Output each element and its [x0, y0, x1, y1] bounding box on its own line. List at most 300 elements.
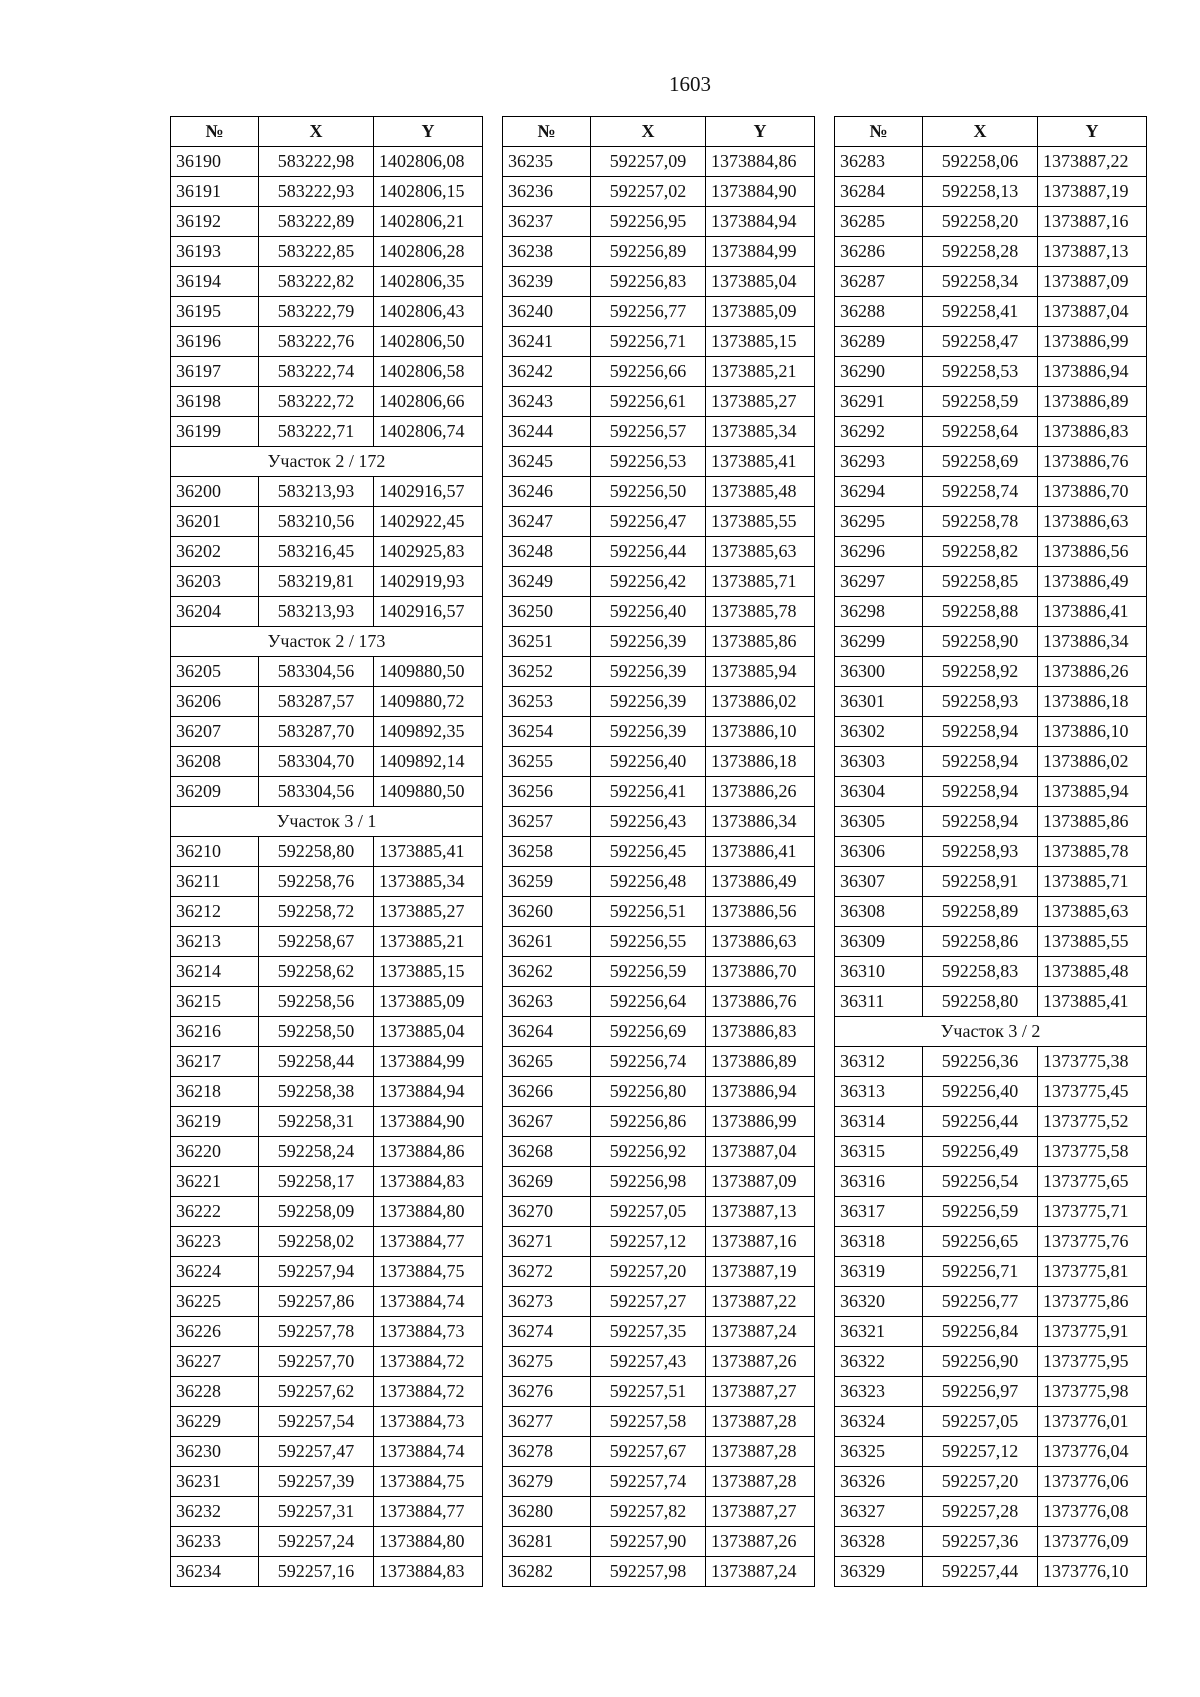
y-coordinate-cell: 1373885,34 — [706, 417, 815, 447]
y-coordinate-cell: 1373885,63 — [706, 537, 815, 567]
y-coordinate-cell: 1373885,71 — [1038, 867, 1147, 897]
table-row — [835, 357, 1147, 387]
y-coordinate-cell: 1373775,98 — [1038, 1377, 1147, 1407]
x-coordinate-cell: 592258,09 — [259, 1197, 374, 1227]
table-row — [171, 957, 483, 987]
y-coordinate-cell: 1373886,49 — [706, 867, 815, 897]
y-coordinate-cell: 1373884,73 — [374, 1407, 483, 1437]
table-row — [503, 1527, 815, 1557]
y-coordinate-cell: 1373886,18 — [1038, 687, 1147, 717]
y-coordinate-cell: 1373885,78 — [706, 597, 815, 627]
x-coordinate-cell: 592256,77 — [923, 1287, 1038, 1317]
x-coordinate-cell: 592257,12 — [591, 1227, 706, 1257]
point-number-cell: 36227 — [171, 1347, 259, 1377]
table-row — [503, 1467, 815, 1497]
x-coordinate-cell: 592258,28 — [923, 237, 1038, 267]
point-number-cell: 36247 — [503, 507, 591, 537]
x-coordinate-cell: 592258,64 — [923, 417, 1038, 447]
point-number-cell: 36242 — [503, 357, 591, 387]
point-number-cell: 36295 — [835, 507, 923, 537]
table-row — [171, 1377, 483, 1407]
table-row — [171, 1317, 483, 1347]
y-coordinate-cell: 1373885,86 — [1038, 807, 1147, 837]
y-coordinate-cell: 1409892,35 — [374, 717, 483, 747]
table-row — [503, 1227, 815, 1257]
section-title: Участок 2 / 172 — [171, 447, 483, 477]
x-coordinate-cell: 592256,74 — [591, 1047, 706, 1077]
y-coordinate-cell: 1373887,19 — [1038, 177, 1147, 207]
x-coordinate-cell: 592256,53 — [591, 447, 706, 477]
x-coordinate-cell: 592256,71 — [591, 327, 706, 357]
table-row — [171, 327, 483, 357]
x-coordinate-cell: 592257,44 — [923, 1557, 1038, 1587]
y-coordinate-cell: 1373886,41 — [1038, 597, 1147, 627]
table-row — [503, 447, 815, 477]
y-coordinate-cell: 1373884,94 — [706, 207, 815, 237]
point-number-cell: 36264 — [503, 1017, 591, 1047]
y-coordinate-cell: 1373884,73 — [374, 1317, 483, 1347]
x-coordinate-cell: 592256,84 — [923, 1317, 1038, 1347]
point-number-cell: 36191 — [171, 177, 259, 207]
table-row — [503, 1497, 815, 1527]
point-number-cell: 36299 — [835, 627, 923, 657]
y-coordinate-cell: 1373885,15 — [374, 957, 483, 987]
point-number-cell: 36325 — [835, 1437, 923, 1467]
x-coordinate-cell: 592257,20 — [923, 1467, 1038, 1497]
table-row — [171, 1197, 483, 1227]
table-row — [171, 1017, 483, 1047]
y-coordinate-cell: 1373885,71 — [706, 567, 815, 597]
x-coordinate-cell: 592258,80 — [923, 987, 1038, 1017]
table-row — [171, 747, 483, 777]
table-row — [835, 237, 1147, 267]
y-coordinate-cell: 1373886,10 — [1038, 717, 1147, 747]
point-number-cell: 36251 — [503, 627, 591, 657]
table-row — [503, 1437, 815, 1467]
y-coordinate-cell: 1373775,81 — [1038, 1257, 1147, 1287]
table-row — [171, 1347, 483, 1377]
table-row — [503, 957, 815, 987]
table-row — [503, 1107, 815, 1137]
table-row — [503, 747, 815, 777]
point-number-cell: 36202 — [171, 537, 259, 567]
x-coordinate-cell: 592258,94 — [923, 777, 1038, 807]
table-row — [171, 537, 483, 567]
table-row — [171, 1497, 483, 1527]
table-row — [171, 297, 483, 327]
point-number-cell: 36265 — [503, 1047, 591, 1077]
x-coordinate-cell: 583213,93 — [259, 477, 374, 507]
x-coordinate-cell: 592258,69 — [923, 447, 1038, 477]
x-coordinate-cell: 592258,59 — [923, 387, 1038, 417]
table-row — [503, 1557, 815, 1587]
section-row — [171, 807, 483, 837]
table-row — [503, 237, 815, 267]
table-row — [835, 1407, 1147, 1437]
point-number-cell: 36277 — [503, 1407, 591, 1437]
x-coordinate-cell: 592258,88 — [923, 597, 1038, 627]
x-coordinate-cell: 592257,86 — [259, 1287, 374, 1317]
x-coordinate-cell: 592256,90 — [923, 1347, 1038, 1377]
y-coordinate-cell: 1373886,10 — [706, 717, 815, 747]
point-number-cell: 36231 — [171, 1467, 259, 1497]
x-coordinate-cell: 592257,28 — [923, 1497, 1038, 1527]
point-number-cell: 36208 — [171, 747, 259, 777]
y-coordinate-cell: 1373885,55 — [1038, 927, 1147, 957]
y-coordinate-cell: 1402922,45 — [374, 507, 483, 537]
x-coordinate-cell: 592256,41 — [591, 777, 706, 807]
point-number-cell: 36248 — [503, 537, 591, 567]
table-row — [171, 147, 483, 177]
table-row — [835, 567, 1147, 597]
point-number-cell: 36310 — [835, 957, 923, 987]
x-coordinate-cell: 583222,79 — [259, 297, 374, 327]
y-coordinate-cell: 1373776,10 — [1038, 1557, 1147, 1587]
y-coordinate-cell: 1373884,75 — [374, 1467, 483, 1497]
x-coordinate-cell: 583222,89 — [259, 207, 374, 237]
point-number-cell: 36197 — [171, 357, 259, 387]
table-row — [503, 507, 815, 537]
point-number-cell: 36252 — [503, 657, 591, 687]
y-coordinate-cell: 1373885,86 — [706, 627, 815, 657]
y-coordinate-cell: 1373887,04 — [706, 1137, 815, 1167]
point-number-cell: 36289 — [835, 327, 923, 357]
y-coordinate-cell: 1373775,95 — [1038, 1347, 1147, 1377]
x-coordinate-cell: 592258,83 — [923, 957, 1038, 987]
point-number-cell: 36214 — [171, 957, 259, 987]
point-number-cell: 36300 — [835, 657, 923, 687]
point-number-cell: 36263 — [503, 987, 591, 1017]
y-coordinate-cell: 1373885,48 — [1038, 957, 1147, 987]
y-coordinate-cell: 1373887,28 — [706, 1437, 815, 1467]
y-coordinate-cell: 1373886,02 — [706, 687, 815, 717]
point-number-cell: 36270 — [503, 1197, 591, 1227]
y-coordinate-cell: 1402806,74 — [374, 417, 483, 447]
y-coordinate-cell: 1373886,63 — [1038, 507, 1147, 537]
y-coordinate-cell: 1373775,38 — [1038, 1047, 1147, 1077]
table-row — [503, 1137, 815, 1167]
y-coordinate-cell: 1373775,58 — [1038, 1137, 1147, 1167]
point-number-cell: 36316 — [835, 1167, 923, 1197]
y-coordinate-cell: 1373886,18 — [706, 747, 815, 777]
y-coordinate-cell: 1373886,26 — [1038, 657, 1147, 687]
y-coordinate-cell: 1373885,41 — [1038, 987, 1147, 1017]
point-number-cell: 36229 — [171, 1407, 259, 1437]
y-coordinate-cell: 1409880,50 — [374, 657, 483, 687]
point-number-cell: 36291 — [835, 387, 923, 417]
point-number-cell: 36239 — [503, 267, 591, 297]
point-number-cell: 36281 — [503, 1527, 591, 1557]
point-number-cell: 36190 — [171, 147, 259, 177]
point-number-cell: 36303 — [835, 747, 923, 777]
header-number: № — [171, 117, 259, 147]
table-row — [171, 1287, 483, 1317]
point-number-cell: 36211 — [171, 867, 259, 897]
x-coordinate-cell: 592258,78 — [923, 507, 1038, 537]
x-coordinate-cell: 583210,56 — [259, 507, 374, 537]
x-coordinate-cell: 592257,35 — [591, 1317, 706, 1347]
point-number-cell: 36225 — [171, 1287, 259, 1317]
section-row — [171, 627, 483, 657]
table-row — [503, 777, 815, 807]
table-row — [835, 1347, 1147, 1377]
y-coordinate-cell: 1373886,56 — [706, 897, 815, 927]
point-number-cell: 36250 — [503, 597, 591, 627]
x-coordinate-cell: 592258,93 — [923, 687, 1038, 717]
x-coordinate-cell: 592258,62 — [259, 957, 374, 987]
x-coordinate-cell: 592257,98 — [591, 1557, 706, 1587]
point-number-cell: 36294 — [835, 477, 923, 507]
point-number-cell: 36217 — [171, 1047, 259, 1077]
y-coordinate-cell: 1373884,90 — [706, 177, 815, 207]
table-row — [835, 417, 1147, 447]
x-coordinate-cell: 592256,98 — [591, 1167, 706, 1197]
y-coordinate-cell: 1373884,99 — [706, 237, 815, 267]
table-row — [171, 1167, 483, 1197]
point-number-cell: 36284 — [835, 177, 923, 207]
table-row — [503, 1047, 815, 1077]
point-number-cell: 36311 — [835, 987, 923, 1017]
point-number-cell: 36224 — [171, 1257, 259, 1287]
x-coordinate-cell: 592258,76 — [259, 867, 374, 897]
point-number-cell: 36320 — [835, 1287, 923, 1317]
y-coordinate-cell: 1373884,86 — [706, 147, 815, 177]
x-coordinate-cell: 592258,17 — [259, 1167, 374, 1197]
x-coordinate-cell: 592258,13 — [923, 177, 1038, 207]
y-coordinate-cell: 1373887,26 — [706, 1527, 815, 1557]
x-coordinate-cell: 592258,44 — [259, 1047, 374, 1077]
y-coordinate-cell: 1409892,14 — [374, 747, 483, 777]
point-number-cell: 36312 — [835, 1047, 923, 1077]
x-coordinate-cell: 592258,90 — [923, 627, 1038, 657]
table-row — [835, 1287, 1147, 1317]
y-coordinate-cell: 1373885,21 — [374, 927, 483, 957]
y-coordinate-cell: 1373776,01 — [1038, 1407, 1147, 1437]
table-row — [503, 627, 815, 657]
table-row — [171, 717, 483, 747]
y-coordinate-cell: 1373884,80 — [374, 1527, 483, 1557]
y-coordinate-cell: 1373776,06 — [1038, 1467, 1147, 1497]
y-coordinate-cell: 1373885,78 — [1038, 837, 1147, 867]
table-row — [835, 1257, 1147, 1287]
table-row — [835, 777, 1147, 807]
y-coordinate-cell: 1373884,72 — [374, 1377, 483, 1407]
table-row — [835, 1077, 1147, 1107]
x-coordinate-cell: 592257,43 — [591, 1347, 706, 1377]
y-coordinate-cell: 1373886,99 — [1038, 327, 1147, 357]
point-number-cell: 36308 — [835, 897, 923, 927]
y-coordinate-cell: 1409880,72 — [374, 687, 483, 717]
point-number-cell: 36286 — [835, 237, 923, 267]
y-coordinate-cell: 1402806,21 — [374, 207, 483, 237]
point-number-cell: 36271 — [503, 1227, 591, 1257]
x-coordinate-cell: 592256,83 — [591, 267, 706, 297]
x-coordinate-cell: 592256,97 — [923, 1377, 1038, 1407]
point-number-cell: 36213 — [171, 927, 259, 957]
point-number-cell: 36193 — [171, 237, 259, 267]
x-coordinate-cell: 592258,72 — [259, 897, 374, 927]
x-coordinate-cell: 592258,06 — [923, 147, 1038, 177]
table-row — [171, 867, 483, 897]
y-coordinate-cell: 1373885,27 — [706, 387, 815, 417]
y-coordinate-cell: 1373886,34 — [706, 807, 815, 837]
table-row — [835, 507, 1147, 537]
point-number-cell: 36249 — [503, 567, 591, 597]
table-row — [835, 537, 1147, 567]
point-number-cell: 36261 — [503, 927, 591, 957]
y-coordinate-cell: 1373775,65 — [1038, 1167, 1147, 1197]
point-number-cell: 36228 — [171, 1377, 259, 1407]
y-coordinate-cell: 1373885,94 — [706, 657, 815, 687]
x-coordinate-cell: 592256,39 — [591, 657, 706, 687]
point-number-cell: 36215 — [171, 987, 259, 1017]
y-coordinate-cell: 1373887,27 — [706, 1497, 815, 1527]
table-row — [503, 297, 815, 327]
point-number-cell: 36287 — [835, 267, 923, 297]
x-coordinate-cell: 592256,42 — [591, 567, 706, 597]
x-coordinate-cell: 592256,92 — [591, 1137, 706, 1167]
point-number-cell: 36240 — [503, 297, 591, 327]
point-number-cell: 36237 — [503, 207, 591, 237]
point-number-cell: 36222 — [171, 1197, 259, 1227]
x-coordinate-cell: 592257,51 — [591, 1377, 706, 1407]
point-number-cell: 36235 — [503, 147, 591, 177]
x-coordinate-cell: 592258,20 — [923, 207, 1038, 237]
x-coordinate-cell: 592256,80 — [591, 1077, 706, 1107]
table-row — [503, 927, 815, 957]
table-row — [503, 657, 815, 687]
y-coordinate-cell: 1402806,43 — [374, 297, 483, 327]
point-number-cell: 36241 — [503, 327, 591, 357]
point-number-cell: 36326 — [835, 1467, 923, 1497]
y-coordinate-cell: 1373885,94 — [1038, 777, 1147, 807]
y-coordinate-cell: 1373775,76 — [1038, 1227, 1147, 1257]
y-coordinate-cell: 1373886,70 — [1038, 477, 1147, 507]
table-row — [835, 957, 1147, 987]
point-number-cell: 36305 — [835, 807, 923, 837]
x-coordinate-cell: 583222,76 — [259, 327, 374, 357]
point-number-cell: 36301 — [835, 687, 923, 717]
table-row — [503, 1077, 815, 1107]
table-row — [835, 1527, 1147, 1557]
x-coordinate-cell: 592256,44 — [591, 537, 706, 567]
y-coordinate-cell: 1373886,49 — [1038, 567, 1147, 597]
point-number-cell: 36218 — [171, 1077, 259, 1107]
table-row — [503, 1287, 815, 1317]
x-coordinate-cell: 592258,82 — [923, 537, 1038, 567]
table-row — [835, 1317, 1147, 1347]
y-coordinate-cell: 1373886,76 — [1038, 447, 1147, 477]
x-coordinate-cell: 583216,45 — [259, 537, 374, 567]
x-coordinate-cell: 592256,44 — [923, 1107, 1038, 1137]
point-number-cell: 36216 — [171, 1017, 259, 1047]
y-coordinate-cell: 1402806,15 — [374, 177, 483, 207]
y-coordinate-cell: 1373885,48 — [706, 477, 815, 507]
y-coordinate-cell: 1373887,13 — [1038, 237, 1147, 267]
point-number-cell: 36198 — [171, 387, 259, 417]
x-coordinate-cell: 592257,82 — [591, 1497, 706, 1527]
x-coordinate-cell: 583222,71 — [259, 417, 374, 447]
table-row — [503, 207, 815, 237]
point-number-cell: 36254 — [503, 717, 591, 747]
table-row — [171, 1227, 483, 1257]
table-row — [171, 417, 483, 447]
y-coordinate-cell: 1402916,57 — [374, 597, 483, 627]
point-number-cell: 36296 — [835, 537, 923, 567]
x-coordinate-cell: 592256,54 — [923, 1167, 1038, 1197]
y-coordinate-cell: 1373887,24 — [706, 1317, 815, 1347]
y-coordinate-cell: 1373886,34 — [1038, 627, 1147, 657]
table-row — [835, 1107, 1147, 1137]
point-number-cell: 36238 — [503, 237, 591, 267]
point-number-cell: 36319 — [835, 1257, 923, 1287]
table-row — [835, 177, 1147, 207]
table-row — [171, 1047, 483, 1077]
x-coordinate-cell: 592256,65 — [923, 1227, 1038, 1257]
x-coordinate-cell: 592258,89 — [923, 897, 1038, 927]
table-row — [171, 897, 483, 927]
table-row — [835, 1047, 1147, 1077]
y-coordinate-cell: 1373884,80 — [374, 1197, 483, 1227]
y-coordinate-cell: 1373885,63 — [1038, 897, 1147, 927]
x-coordinate-cell: 592256,71 — [923, 1257, 1038, 1287]
y-coordinate-cell: 1373887,16 — [706, 1227, 815, 1257]
y-coordinate-cell: 1373887,04 — [1038, 297, 1147, 327]
table-row — [835, 327, 1147, 357]
point-number-cell: 36245 — [503, 447, 591, 477]
y-coordinate-cell: 1373776,04 — [1038, 1437, 1147, 1467]
table-row — [171, 987, 483, 1017]
table-row — [835, 297, 1147, 327]
table-row — [503, 837, 815, 867]
point-number-cell: 36317 — [835, 1197, 923, 1227]
x-coordinate-cell: 592258,94 — [923, 747, 1038, 777]
point-number-cell: 36280 — [503, 1497, 591, 1527]
x-coordinate-cell: 592258,91 — [923, 867, 1038, 897]
table-row — [835, 657, 1147, 687]
y-coordinate-cell: 1373884,74 — [374, 1437, 483, 1467]
y-coordinate-cell: 1373887,13 — [706, 1197, 815, 1227]
y-coordinate-cell: 1373885,55 — [706, 507, 815, 537]
table-row — [835, 927, 1147, 957]
y-coordinate-cell: 1402806,50 — [374, 327, 483, 357]
y-coordinate-cell: 1373776,08 — [1038, 1497, 1147, 1527]
y-coordinate-cell: 1373884,99 — [374, 1047, 483, 1077]
point-number-cell: 36268 — [503, 1137, 591, 1167]
point-number-cell: 36323 — [835, 1377, 923, 1407]
point-number-cell: 36194 — [171, 267, 259, 297]
y-coordinate-cell: 1373886,89 — [1038, 387, 1147, 417]
y-coordinate-cell: 1373884,72 — [374, 1347, 483, 1377]
point-number-cell: 36207 — [171, 717, 259, 747]
y-coordinate-cell: 1402919,93 — [374, 567, 483, 597]
y-coordinate-cell: 1373886,89 — [706, 1047, 815, 1077]
x-coordinate-cell: 592257,94 — [259, 1257, 374, 1287]
x-coordinate-cell: 583213,93 — [259, 597, 374, 627]
x-coordinate-cell: 592257,70 — [259, 1347, 374, 1377]
x-coordinate-cell: 592256,59 — [923, 1197, 1038, 1227]
point-number-cell: 36203 — [171, 567, 259, 597]
point-number-cell: 36223 — [171, 1227, 259, 1257]
table-row — [171, 567, 483, 597]
table-row — [171, 687, 483, 717]
y-coordinate-cell: 1373887,27 — [706, 1377, 815, 1407]
point-number-cell: 36204 — [171, 597, 259, 627]
x-coordinate-cell: 592257,90 — [591, 1527, 706, 1557]
x-coordinate-cell: 592258,67 — [259, 927, 374, 957]
table-row — [171, 1107, 483, 1137]
point-number-cell: 36230 — [171, 1437, 259, 1467]
